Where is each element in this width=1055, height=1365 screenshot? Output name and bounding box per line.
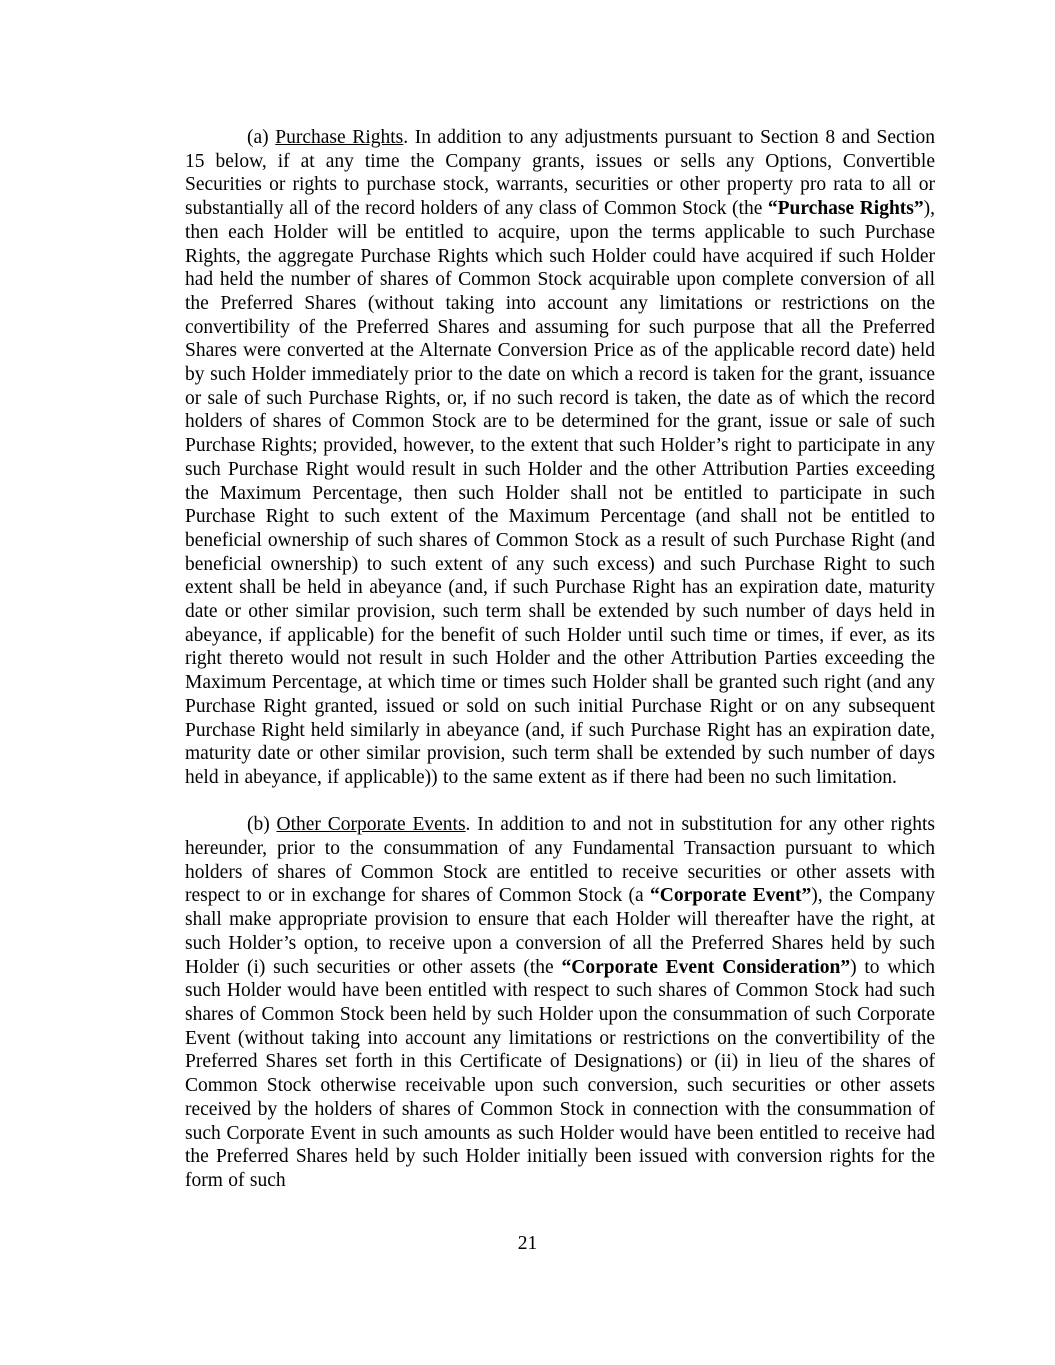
paragraph-b-body-3: ) to which such Holder would have been entitled with respect to such shares of Common Stock had such shares of Common Stock been held by such Holder upon the consummation of such Corporate Event (without taking into account any limitations or restrictions on the convertibility of the Preferred Shares set forth in this Certificate of Designations) or (ii) in lieu of the shares of Common Stock otherwise receivable upon such conversion, such securities or other assets received by the holders of shares of Common Stock in connection with the consummation of such Corporate Event in such amounts as such Holder would have been entitled to receive had the Preferred Shares held by such Holder initially been issued with conversion rights for the form of such xyxy=(185,956,935,1191)
paragraph-other-corporate-events xyxy=(185,813,935,1192)
document-body xyxy=(185,126,935,1193)
defined-term-purchase-rights: “Purchase Rights” xyxy=(767,198,924,220)
paragraph-b-body-2: ), the Company shall make appropriate provision to ensure that each Holder will thereafter have the right, at such Holder’s option, to receive upon a conversion of all the Preferred Shares held by such Holder (i) such securities or other assets (the xyxy=(185,885,935,978)
paragraph-purchase-rights xyxy=(185,126,935,790)
paragraph-b-label: (b) xyxy=(247,814,277,836)
paragraph-a-heading: Purchase Rights xyxy=(275,127,404,148)
paragraph-a-body-2: ), then each Holder will be entitled to acquire, upon the terms applicable to such Purchase Rights, the aggregate Purchase Rights which such Holder could have acquired if such Holder had held the number of shares of Common Stock acquirable upon complete conversion of all the Preferred Shares (without taking into account any limitations or restrictions on the convertibility of the Preferred Shares and assuming for such purpose that all the Preferred Shares were converted at the Alternate Conversion Price as of the applicable record date) held by such Holder immediately prior to the date on which a record is taken for the grant, issuance or sale of such Purchase Rights, or, if no such record is taken, the date as of which the record holders of shares of Common Stock are to be determined for the grant, issue or sale of such Purchase Rights; provided, however, to the extent that such Holder’s right to participate in any such Purchase Right would result in such Holder and the other Attribution Parties exceeding the Maximum Percentage, then such Holder shall not be entitled to participate in such Purchase Right to such extent of the Maximum Percentage (and shall not be entitled to beneficial ownership of such shares of Common Stock as a result of such Purchase Right (and beneficial ownership) to such extent of any such excess) and such Purchase Right to such extent shall be held in abeyance (and, if such Purchase Right has an expiration date, maturity date or other similar provision, such term shall be extended by such number of days held in abeyance, if applicable) for the benefit of such Holder until such time or times, if ever, as its right thereto would not result in such Holder and the other Attribution Parties exceeding the Maximum Percentage, at which time or times such Holder shall be granted such right (and any Purchase Right granted, issued or sold on such initial Purchase Right or on any subsequent Purchase Right held similarly in abeyance (and, if such Purchase Right has an expiration date, maturity date or other similar provision, such term shall be extended by such number of days held in abeyance, if applicable)) to the same extent as if there had been no such limitation. xyxy=(185,198,935,788)
paragraph-b-heading: Other Corporate Events xyxy=(276,814,466,836)
paragraph-b-body-1: . In addition to and not in substitution for any other rights hereunder, prior to the consummation of any Fundamental Transaction pursuant to which holders of shares of Common Stock are entitled to receive securities or other assets with respect to or in exchange for shares of Common Stock (a xyxy=(185,814,935,907)
paragraph-a-body-1: . In addition to any adjustments pursuant to Section 8 and Section 15 below, if at any time the Company grants, issues or sells any Options, Convertible Securities or rights to purchase stock, warrants, securities or other property pro rata to all or substantially all of the record holders of any class of Common Stock (the xyxy=(185,127,935,220)
defined-term-corporate-event: “Corporate Event” xyxy=(650,885,812,907)
paragraph-a-label: (a) xyxy=(247,127,276,148)
defined-term-corporate-event-consideration: “Corporate Event Consideration” xyxy=(561,956,851,978)
page-number: 21 xyxy=(517,1233,538,1254)
